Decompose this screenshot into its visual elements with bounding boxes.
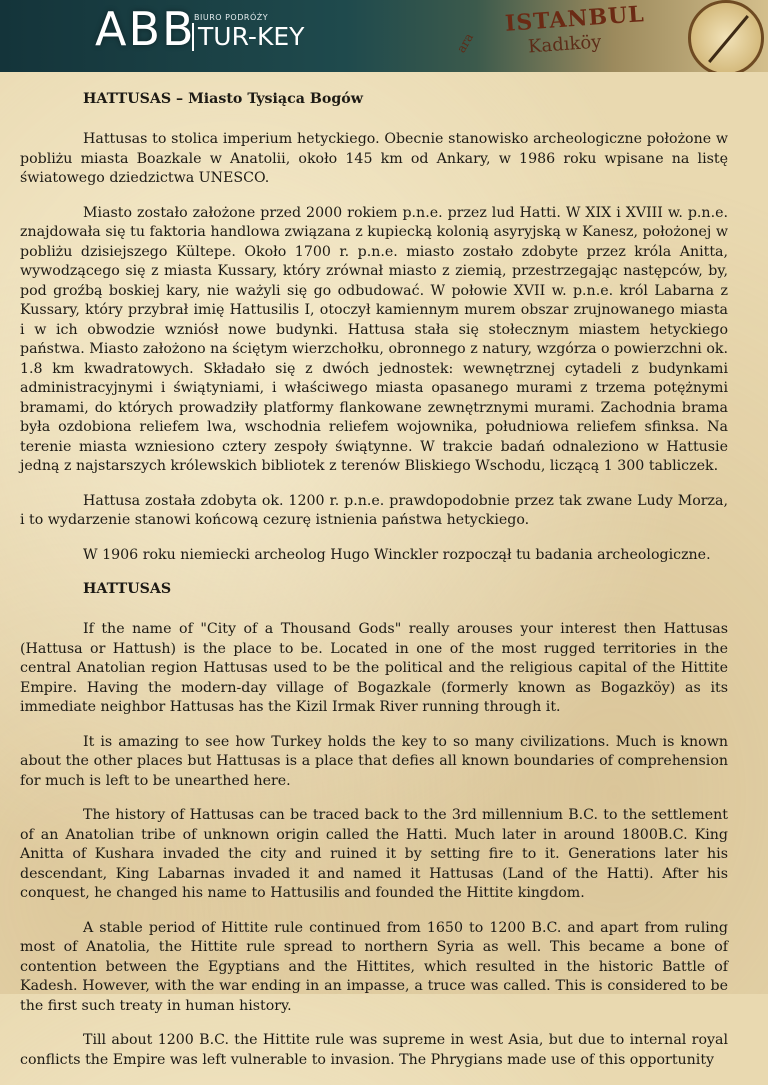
- map-label-district: Kadıköy: [527, 31, 603, 58]
- paragraph: Miasto zostało założone przed 2000 rokiem p.n.e. przez lud Hatti. W XIX i XVIII w. p.n.e. znajdowała się tu faktoria handlowa związana z kupiecką kolonią asyryjską w Kanesz, położonej w pobliżu dzisiejszego Kültepe. Około 1700 r. p.n.e. miasto zostało zdobyte przez króla Anitta, wywodzącego się z miasta Kussary, który zrównał miasto z ziemią, przestrzegając następców, by, pod groźbą boskiej kary, nie ważyli się go odbudować. W połowie XVII w. p.n.e. król Labarna z Kussary, który przybrał imię Hattusilis I, otoczył kamiennym murem obszar zrujnowanego miasta i w ich obwodzie wzniósł nowe budynki. Hattusa stała się stołecznym miastem hetyckiego państwa. Miasto założono na ściętym wierzchołku, obronnego z natury, wzgórza o powierzchni ok. 1.8 km kwadratowych. Składało się z dwóch jednostek: wewnętrznej cytadeli z budynkami administracyjnymi i świątyniami, i właściwego miasta opasanego murami z trzema potężnymi bramami, do których prowadziły platformy flankowane zewnętrznymi murami. Zachodnia brama była ozdobiona reliefem lwa, wschodnia reliefem wojownika, południowa reliefem sfinksa. Na terenie miasta wzniesiono cztery zespoły świątynne. W trakcie badań odnaleziono w Hattusie jedną z najstarszych królewskich bibliotek z terenów Bliskiego Wschodu, liczącą 1 300 tabliczek.: [20, 204, 728, 474]
- title-english: HATTUSAS: [83, 581, 172, 597]
- compass-needle: [708, 15, 749, 63]
- paragraph: It is amazing to see how Turkey holds the key to so many civilizations. Much is known about the other places but Hattusas is a place that defies all known boundaries of comprehension for much is left to be unearthed here.: [20, 733, 728, 789]
- paragraph: A stable period of Hittite rule continued from 1650 to 1200 B.C. and apart from ruling most of Anatolia, the Hittite rule spread to northern Syria as well. This became a bone of contention between the Egyptians and the Hittites, which resulted in the historic Battle of Kadesh. However, with the war ending in an impasse, a truce was called. This is considered to be the first such treaty in human history.: [20, 919, 728, 1014]
- compass-icon: [688, 0, 764, 72]
- logo-tagline: BIURO PODRÓŻY: [194, 13, 269, 22]
- paragraph: If the name of "City of a Thousand Gods" really arouses your interest then Hattusas (Hattusa or Hattush) is the place to be. Located in one of the most rugged territories in the central Anatolian region Hattusas used to be the political and the religious capital of the Hittite Empire. Having the modern-day village of Bogazkale (formerly known as Bogazköy) as its immediate neighbor Hattusas has the Kizil Irmak River running through it.: [20, 621, 728, 715]
- paragraph: Hattusa została zdobyta ok. 1200 r. p.n.e. prawdopodobnie przez tak zwane Ludy Morza, i to wydarzenie stanowi końcową cezurę istnienia państwa hetyckiego.: [20, 492, 728, 528]
- title-polish: HATTUSAS – Miasto Tysiąca Bogów: [83, 91, 363, 107]
- map-label-side: ara: [453, 30, 477, 56]
- logo-brand: TUR-KEY: [192, 23, 304, 51]
- paragraph: Hattusas to stolica imperium hetyckiego. Obecnie stanowisko archeologiczne położone w pobliżu miasta Boazkale w Anatolii, około 145 km od Ankary, w 1986 roku wpisane na listę światowego dziedzictwa UNESCO.: [20, 131, 728, 186]
- logo-abb: ABB: [95, 2, 196, 56]
- paragraph: The history of Hattusas can be traced back to the 3rd millennium B.C. to the settlement of an Anatolian tribe of unknown origin called the Hatti. Much later in around 1800B.C. King Anitta of Kushara invaded the city and ruined it by setting fire to it. Generations later his descendant, King Labarnas invaded it and named it Hattusas (Land of the Hatti). After his conquest, he changed his name to Hattusilis and founded the Hittite kingdom.: [20, 807, 728, 901]
- paragraph: W 1906 roku niemiecki archeolog Hugo Winckler rozpoczął tu badania archeologiczne.: [83, 546, 711, 563]
- paragraph: Till about 1200 B.C. the Hittite rule was supreme in west Asia, but due to internal royal conflicts the Empire was left vulnerable to invasion. The Phrygians made use of this opportunity: [20, 1032, 728, 1068]
- map-label-city: ISTANBUL: [504, 1, 646, 37]
- document-body: [20, 90, 728, 1085]
- header-banner: [0, 0, 768, 72]
